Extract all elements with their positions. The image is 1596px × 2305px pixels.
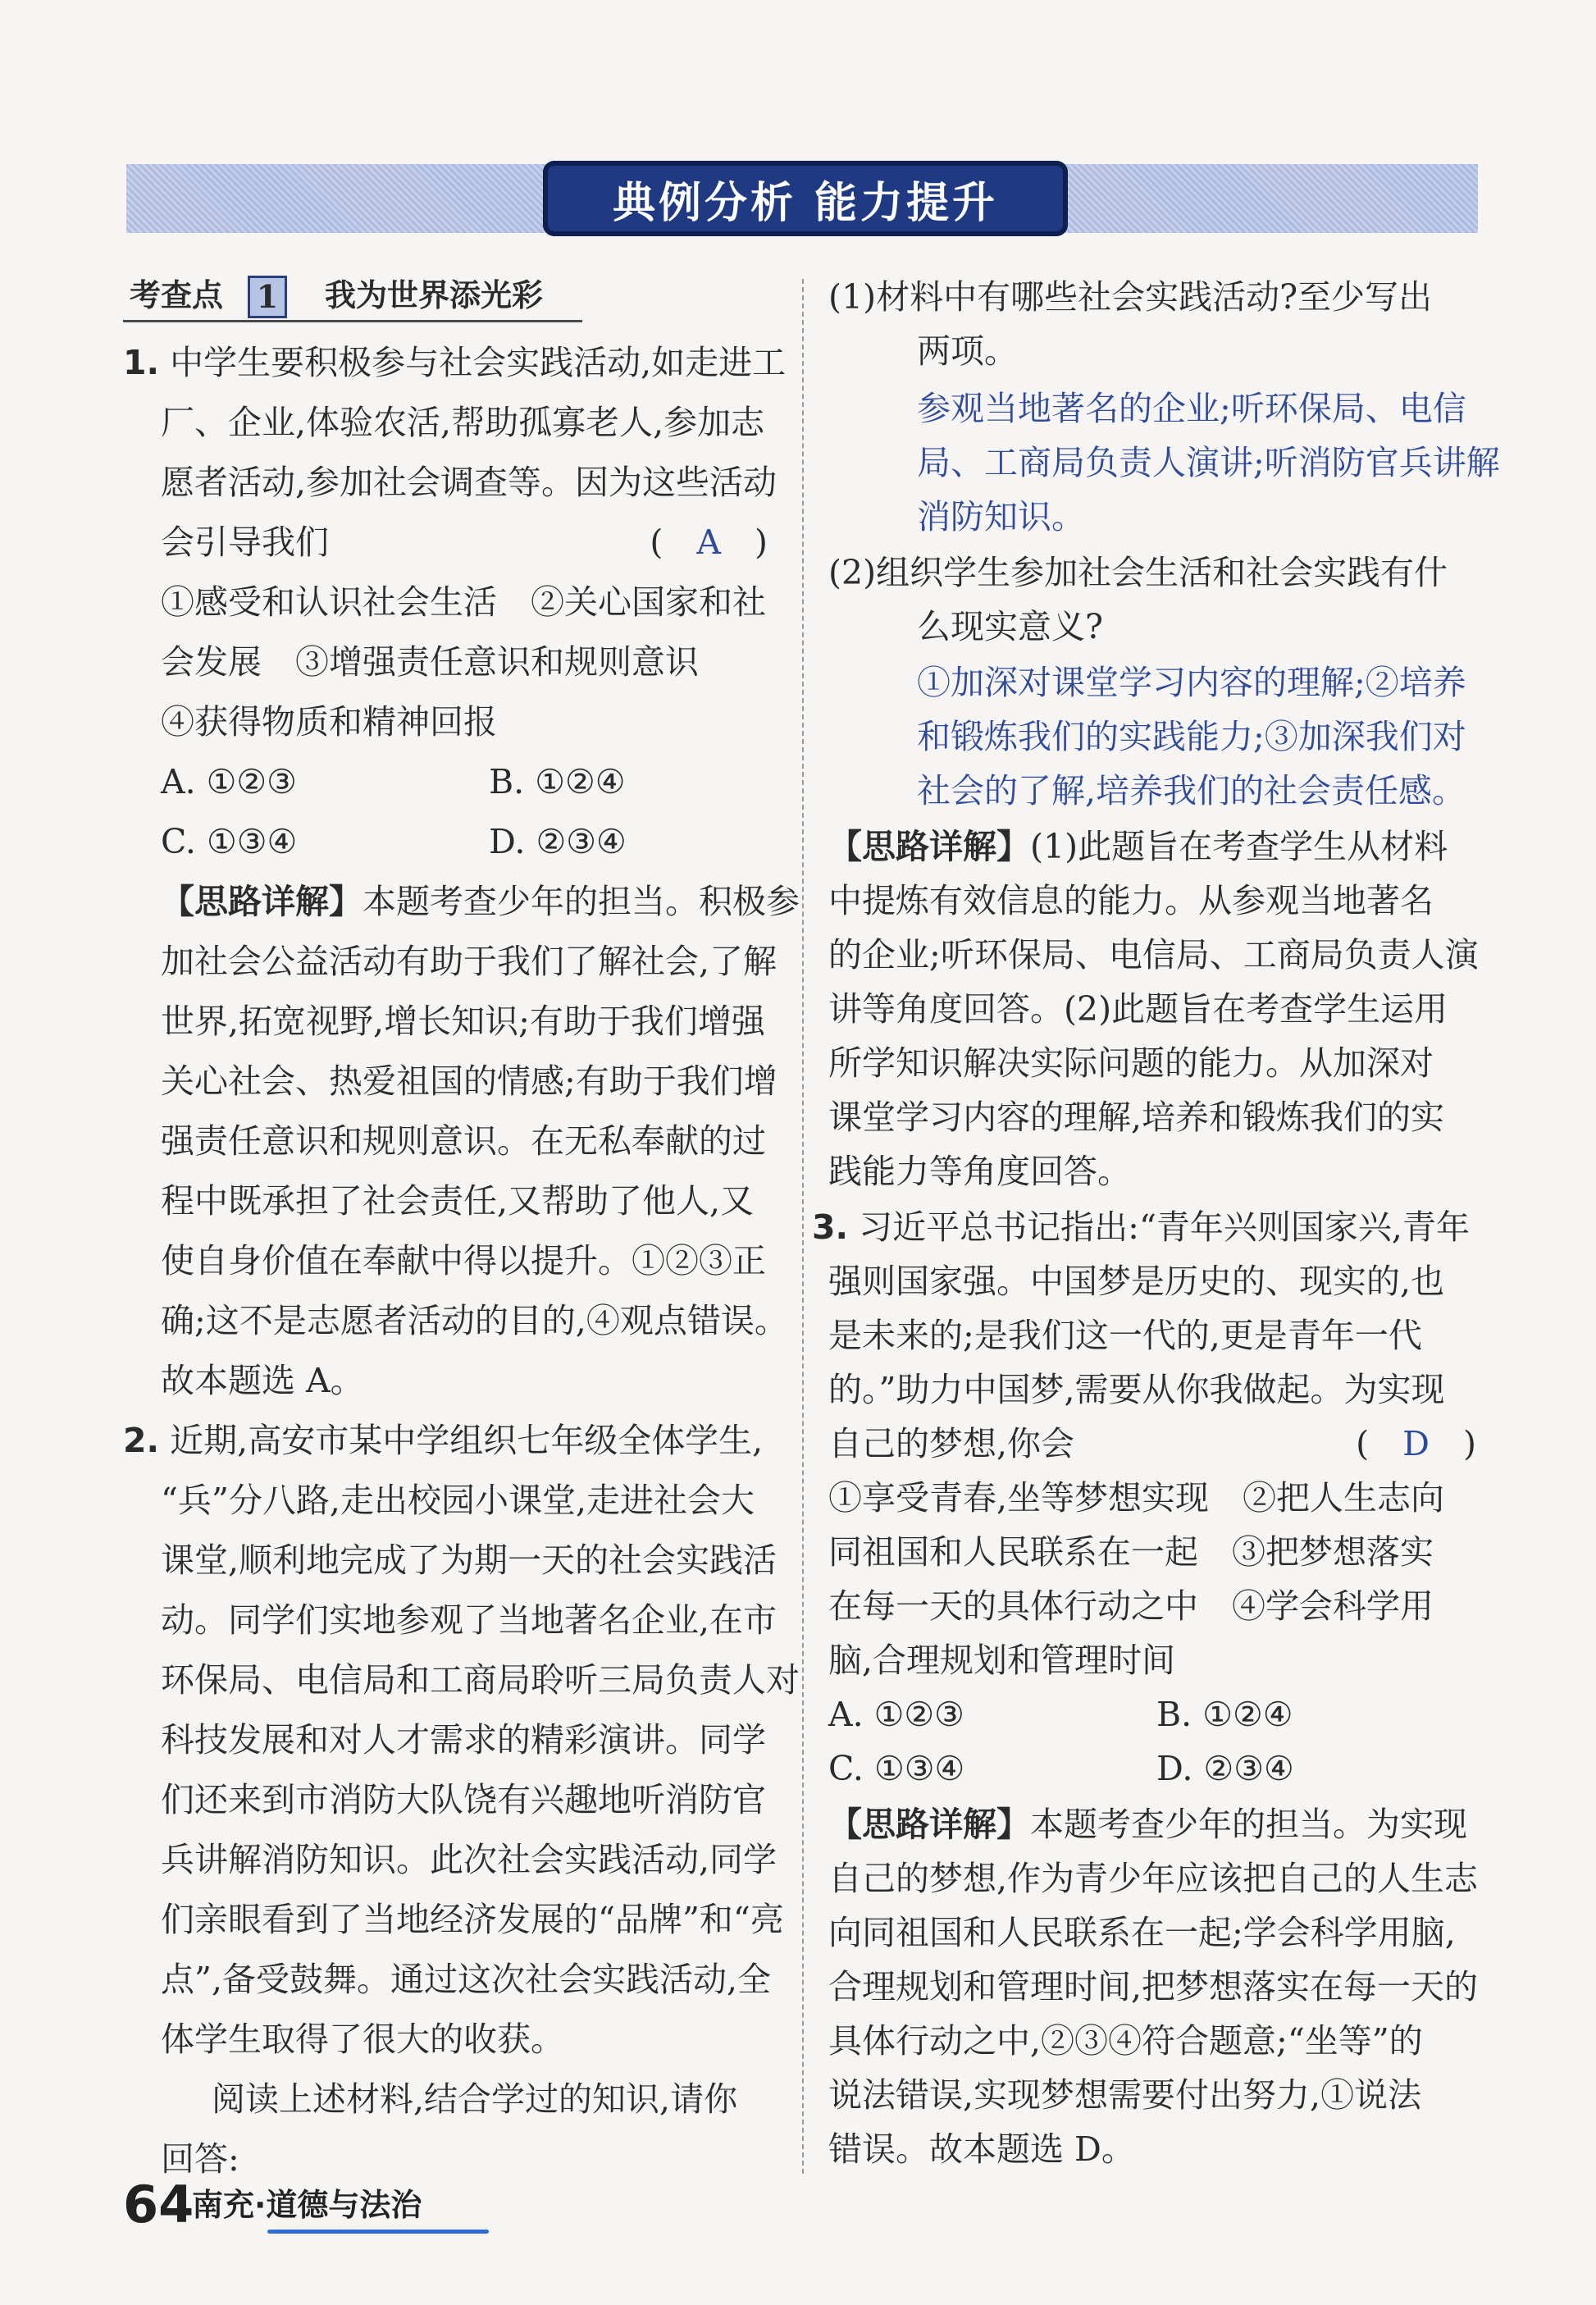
analysis-tag: 【思路详解】 xyxy=(828,827,1030,866)
q1-analysis-line: 使自身价值在奉献中得以提升。①②③正 xyxy=(161,1241,766,1280)
q3-line: 3. 习近平总书记指出:“青年兴则国家兴,青年 xyxy=(812,1207,1470,1247)
q3-analysis-line: 自己的梦想,作为青少年应该把自己的人生志 xyxy=(828,1859,1479,1898)
q2-analysis-line: 讲等角度回答。(2)此题旨在考查学生运用 xyxy=(828,989,1448,1029)
footer-label: 南充·道德与法治 xyxy=(192,2187,422,2223)
q3-line: 的。”助力中国梦,需要从你我做起。为实现 xyxy=(828,1370,1445,1409)
sub1-question: (1)材料中有哪些社会实践活动?至少写出 xyxy=(828,277,1433,317)
q2-line: 2. 近期,高安市某中学组织七年级全体学生, xyxy=(123,1421,764,1460)
q2-line: 课堂,顺利地完成了为期一天的社会实践活 xyxy=(161,1540,777,1580)
q3-option-a: A. ①②③ xyxy=(828,1695,964,1734)
q1-option-d: D. ②③④ xyxy=(489,822,627,861)
q3-option-d: D. ②③④ xyxy=(1156,1749,1294,1788)
analysis-tag: 【思路详解】 xyxy=(828,1805,1030,1844)
q2-analysis-line: 的企业;听环保局、电信局、工商局负责人演 xyxy=(828,935,1479,974)
q1-options-row xyxy=(123,815,784,868)
q1-analysis-line: 确;这不是志愿者活动的目的,④观点错误。 xyxy=(161,1301,788,1340)
q1-analysis-line: 强责任意识和规则意识。在无私奉献的过 xyxy=(161,1121,766,1161)
q1-statement: ④获得物质和精神回报 xyxy=(161,702,497,742)
q3-options-row xyxy=(828,1688,1476,1741)
q2-analysis-line: 【思路详解】(1)此题旨在考查学生从材料 xyxy=(828,827,1448,866)
q1-analysis-line: 关心社会、热爱祖国的情感;有助于我们增 xyxy=(161,1061,777,1101)
q3-analysis-line: 合理规划和管理时间,把梦想落实在每一天的 xyxy=(828,1967,1479,2006)
q3-statement: 脑,合理规划和管理时间 xyxy=(828,1641,1176,1680)
q3-statement: 在每一天的具体行动之中 ④学会科学用 xyxy=(828,1586,1434,1626)
analysis-tag: 【思路详解】 xyxy=(161,882,363,921)
sub2-answer: 和锻炼我们的实践能力;③加深我们对 xyxy=(917,717,1466,756)
q2-line: 们还来到市消防大队饶有兴趣地听消防官 xyxy=(161,1780,766,1819)
q1-statement: ①感受和认识社会生活 ②关心国家和社 xyxy=(161,582,766,622)
q2-line: 环保局、电信局和工商局聆听三局负责人对 xyxy=(161,1660,800,1700)
q2-line: 体学生取得了很大的收获。 xyxy=(161,2020,564,2059)
sub2-answer: ①加深对课堂学习内容的理解;②培养 xyxy=(917,663,1466,702)
q1-option-a: A. ①②③ xyxy=(161,762,297,801)
q3-option-c: C. ①③④ xyxy=(828,1749,965,1788)
q1-number: 1. xyxy=(123,343,160,382)
q2-line: “兵”分八路,走出校园小课堂,走进社会大 xyxy=(161,1481,755,1520)
q1-statement: 会发展 ③增强责任意识和规则意识 xyxy=(161,642,699,682)
q2-analysis-line: 践能力等角度回答。 xyxy=(828,1152,1131,1191)
q1-line: 厂、企业,体验农活,帮助孤寡老人,参加志 xyxy=(161,403,765,442)
q3-options-row xyxy=(828,1742,1476,1795)
q3-statement: 同祖国和人民联系在一起 ③把梦想落实 xyxy=(828,1532,1434,1572)
q1-analysis: 【思路详解】本题考查少年的担当。积极参 xyxy=(161,882,800,921)
q3-analysis-line: 错误。故本题选 D。 xyxy=(828,2129,1135,2169)
section-label: 考查点 xyxy=(130,277,224,313)
q2-line: 科技发展和对人才需求的精彩演讲。同学 xyxy=(161,1720,766,1760)
q1-options-row xyxy=(123,755,784,808)
footer-underline xyxy=(267,2230,489,2234)
q3-line: 强则国家强。中国梦是历史的、现实的,也 xyxy=(828,1262,1445,1301)
q1-line: 愿者活动,参加社会调查等。因为这些活动 xyxy=(161,463,777,502)
q1-analysis-line: 程中既承担了社会责任,又帮助了他人,又 xyxy=(161,1181,755,1221)
q3-line: 自己的梦想,你会 ( D ) xyxy=(828,1417,1476,1470)
q1-answer: ( A ) xyxy=(650,523,768,562)
q1-option-b: B. ①②④ xyxy=(489,762,626,801)
q2-analysis-line: 课堂学习内容的理解,培养和锻炼我们的实 xyxy=(828,1098,1445,1137)
q1-line: 1. 中学生要积极参与社会实践活动,如走进工 xyxy=(123,343,787,382)
page-number: 64 xyxy=(123,2175,194,2234)
q2-line: 动。同学们实地参观了当地著名企业,在市 xyxy=(161,1600,777,1640)
sub2-answer: 社会的了解,培养我们的社会责任感。 xyxy=(917,771,1466,810)
q2-analysis-line: 中提炼有效信息的能力。从参观当地著名 xyxy=(828,881,1434,920)
q3-statement: ①享受青春,坐等梦想实现 ②把人生志向 xyxy=(828,1478,1445,1518)
q3-line: 是未来的;是我们这一代的,更是青年一代 xyxy=(828,1316,1422,1355)
q2-analysis-line: 所学知识解决实际问题的能力。从加深对 xyxy=(828,1043,1434,1083)
section-header xyxy=(123,271,582,322)
q1-analysis-line: 世界,拓宽视野,增长知识;有助于我们增强 xyxy=(161,1002,765,1041)
q2-prompt: 回答: xyxy=(161,2139,239,2179)
q1-analysis-line: 故本题选 A。 xyxy=(161,1361,364,1400)
sub1-answer: 消防知识。 xyxy=(917,497,1085,536)
q2-prompt: 阅读上述材料,结合学过的知识,请你 xyxy=(212,2079,738,2119)
banner-title: 典例分析 能力提升 xyxy=(612,178,999,228)
column-divider xyxy=(802,279,804,2174)
q3-analysis-line: 向同祖国和人民联系在一起;学会科学用脑, xyxy=(828,1913,1456,1952)
sub2-question: (2)组织学生参加社会生活和社会实践有什 xyxy=(828,553,1448,592)
q3-analysis: 【思路详解】本题考查少年的担当。为实现 xyxy=(828,1805,1467,1844)
q3-number: 3. xyxy=(812,1207,849,1247)
q2-line: 兵讲解消防知识。此次社会实践活动,同学 xyxy=(161,1840,777,1879)
q2-line: 们亲眼看到了当地经济发展的“品牌”和“亮 xyxy=(161,1900,784,1939)
sub1-answer: 参观当地著名的企业;听环保局、电信 xyxy=(917,389,1466,428)
q1-option-c: C. ①③④ xyxy=(161,822,298,861)
q3-analysis-line: 说法错误,实现梦想需要付出努力,①说法 xyxy=(828,2075,1422,2115)
q3-answer: ( D ) xyxy=(1356,1424,1476,1463)
sub1-question: 两项。 xyxy=(917,331,1018,371)
q3-analysis-line: 具体行动之中,②③④符合题意;“坐等”的 xyxy=(828,2021,1423,2061)
page-footer xyxy=(123,2172,615,2238)
section-number: 1 xyxy=(248,276,287,318)
q2-number: 2. xyxy=(123,1421,160,1460)
section-title: 我为世界添光彩 xyxy=(325,277,544,313)
q3-option-b: B. ①②④ xyxy=(1156,1695,1293,1734)
q1-analysis-line: 加社会公益活动有助于我们了解社会,了解 xyxy=(161,942,777,981)
sub2-question: 么现实意义? xyxy=(917,607,1103,646)
q1-line: 会引导我们 ( A ) xyxy=(123,516,768,568)
sub1-answer: 局、工商局负责人演讲;听消防官兵讲解 xyxy=(917,443,1500,482)
banner-title-box xyxy=(543,161,1068,236)
q2-line: 点”,备受鼓舞。通过这次社会实践活动,全 xyxy=(161,1960,772,1999)
